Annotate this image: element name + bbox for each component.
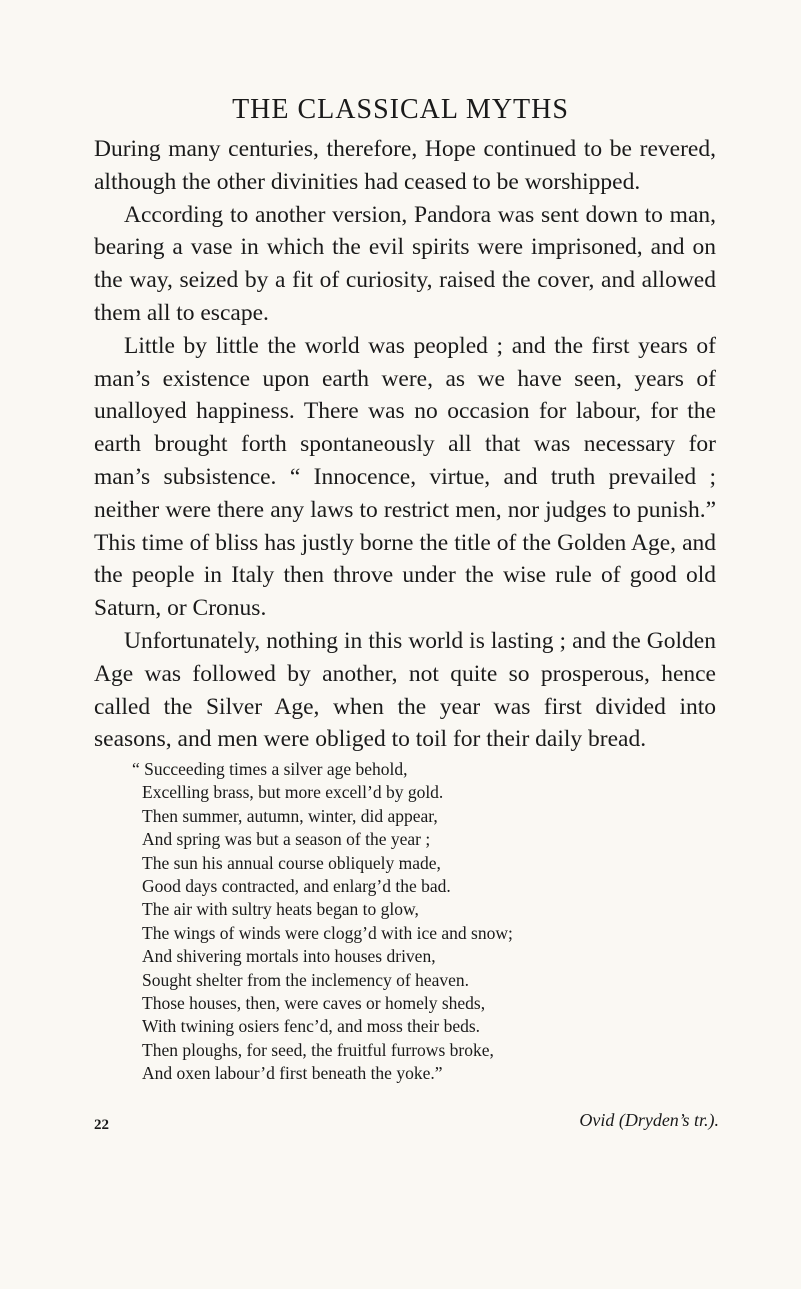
verse-line: And spring was but a season of the year ; <box>142 829 431 850</box>
verse-line: “ Succeeding times a silver age behold, <box>132 759 408 779</box>
verse-line: And shivering mortals into houses driven, <box>142 946 436 967</box>
verse-line: Sought shelter from the inclemency of heaven. <box>142 969 470 990</box>
verse-line: With twining osiers fenc’d, and moss their beds. <box>142 1016 481 1037</box>
verse-line: Good days contracted, and enlarg’d the bad. <box>142 876 451 897</box>
page-number: 22 <box>94 1117 109 1133</box>
verse-line: The air with sultry heats began to glow, <box>142 899 419 920</box>
verse-line: Then summer, autumn, winter, did appear, <box>142 805 438 826</box>
body-text <box>94 133 716 756</box>
quote-attribution: Ovid (Dryden’s tr.). <box>579 1110 719 1130</box>
verse-line: The wings of winds were clogg’d with ice and snow; <box>142 922 513 943</box>
paragraph: Unfortunately, nothing in this world is lasting ; and the Golden Age was followed by another, not quite so prosperous, hence called the Silver Age, when the year was first divided into seasons, and men were obliged to toil for their daily bread. <box>94 627 716 753</box>
verse-line: Those houses, then, were caves or homely sheds, <box>142 993 486 1014</box>
verse-line: Excelling brass, but more excell’d by gold. <box>142 782 444 803</box>
paragraph: Little by little the world was peopled ; and the first years of man’s existence upon earth were, as we have seen, years of unalloyed happiness. There was no occasion for labour, for the earth brought forth spontaneously all that was necessary for man’s subsistence. “ Innocence, virtue, and truth prevailed ; neither were there any laws to restrict men, nor judges to punish.” This time of bliss has justly borne the title of the Golden Age, and the people in Italy then throve under the wise rule of good old Saturn, or Cronus. <box>94 332 716 622</box>
verse-quotation <box>132 758 722 1086</box>
paragraph: During many centuries, therefore, Hope continued to be revered, although the other divinities had ceased to be worshipped. <box>94 136 716 195</box>
verse-line: And oxen labour’d first beneath the yoke.” <box>142 1063 443 1084</box>
verse-line: Then ploughs, for seed, the fruitful furrows broke, <box>142 1039 494 1060</box>
paragraph: According to another version, Pandora was sent down to man, bearing a vase in which the evil spirits were imprisoned, and on the way, seized by a fit of curiosity, raised the cover, and allowed them all to escape. <box>94 201 716 326</box>
running-head: THE CLASSICAL MYTHS <box>232 94 569 125</box>
verse-line: The sun his annual course obliquely made, <box>142 852 441 873</box>
